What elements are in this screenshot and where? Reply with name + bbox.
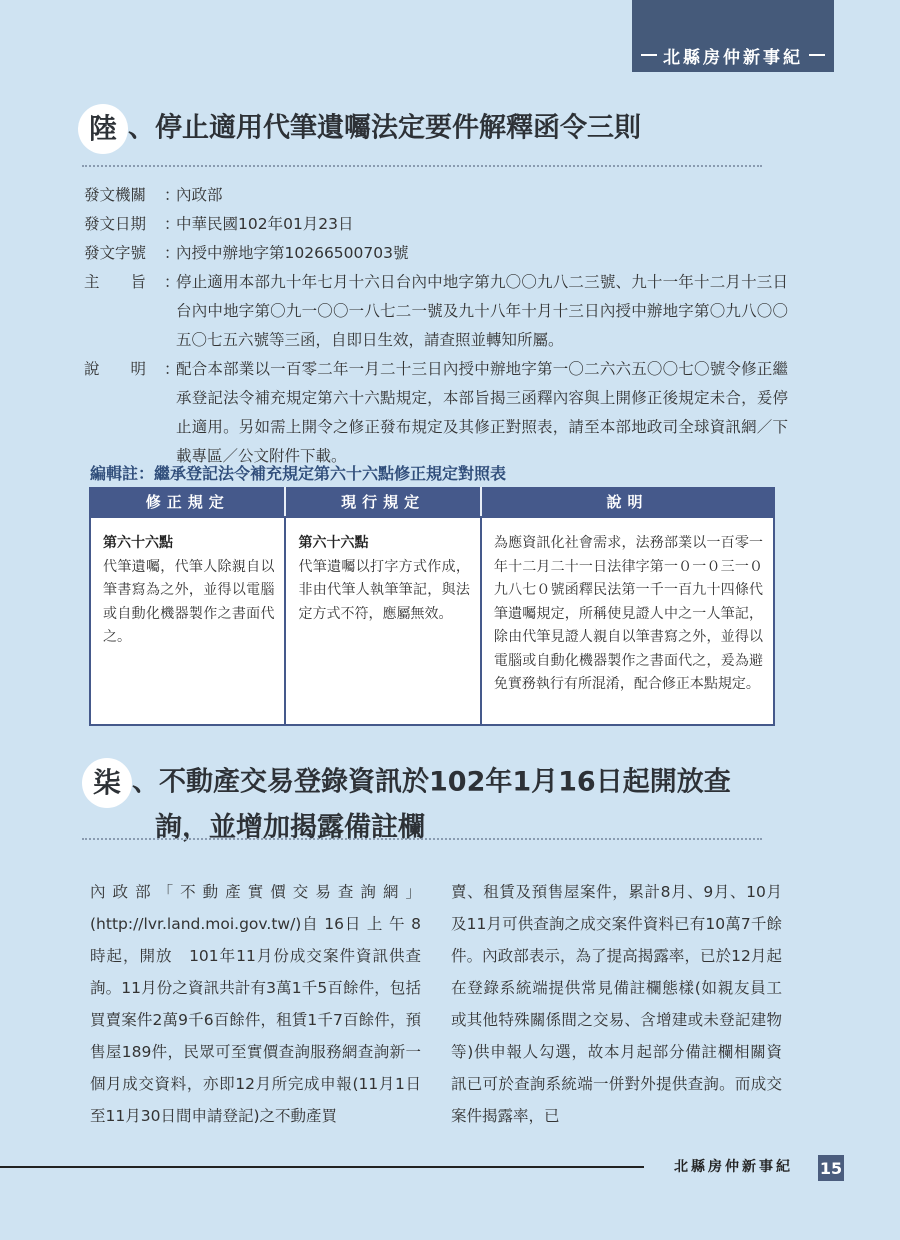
meta-label: 發文日期 xyxy=(84,215,147,233)
table-header-row xyxy=(90,488,774,517)
table-cell-current xyxy=(285,517,480,725)
section7-title-line2: 詢，並增加揭露備註欄 xyxy=(155,812,425,843)
table-cell-amended xyxy=(90,517,285,725)
document-meta xyxy=(84,181,788,471)
section7-title-line1: 、不動產交易登錄資訊於102年1月16日起開放查 xyxy=(132,766,731,798)
table-header-current: 現行規定 xyxy=(285,488,480,517)
cell-text: 為應資訊化社會需求，法務部業以一百零一年十二月二十一日法律字第一０一０三一０九八七０號函釋民法第一千一百九十四條代筆遺囑規定，所稱使見證人中之一人筆記，除由代筆見證人親自以筆書寫之外，並得以電腦或自動化機器製作之書面代之，爰為避免實務執行有所混淆，配合修正本點規定。 xyxy=(493,535,763,692)
footer-title: 北縣房仲新事紀 xyxy=(674,1159,793,1175)
header-title: 北縣房仲新事紀 xyxy=(663,47,803,68)
meta-row-number: 發文字號 ： 內授中辦地字第10266500703號 xyxy=(84,239,788,268)
table-cell-explanation xyxy=(481,517,774,725)
meta-row-issuer: 發文機關 ： 內政部 xyxy=(84,181,788,210)
page-number: 15 xyxy=(818,1155,844,1181)
meta-value: 內政部 xyxy=(176,186,223,204)
meta-value: 內授中辦地字第10266500703號 xyxy=(176,244,409,262)
table-header-explanation: 說明 xyxy=(481,488,774,517)
section7-badge: 柒 xyxy=(82,758,132,808)
comparison-table xyxy=(89,487,775,726)
explain-text: 配合本部業以一百零二年一月二十三日內授中辦地字第一〇二六六五〇〇七〇號令修正繼承登記法令補充規定第六十六點規定，本部旨揭三函釋內容與上開修正後規定未合，爰停止適用。另如需上開令之修正發布規定及其修正對照表，請至本部地政司全球資訊網／下載專區／公文附件下載。 xyxy=(176,360,788,465)
cell-text: 代筆遺囑以打字方式作成，非由代筆人執筆筆記，與法定方式不符，應屬無效。 xyxy=(298,558,470,622)
article-column-left xyxy=(90,876,421,1132)
editor-note-title: 編輯註：繼承登記法令補充規定第六十六點修正規定對照表 xyxy=(90,464,507,483)
meta-row-date: 發文日期 ： 中華民國102年01月23日 xyxy=(84,210,788,239)
header-dash-right xyxy=(809,54,825,56)
article-column-right xyxy=(451,876,782,1132)
meta-label: 發文字號 xyxy=(84,244,147,262)
article-paragraph: 賣、租賃及預售屋案件，累計8月、9月、10月及11月可供查詢之成交案件資料已有10萬7千餘件。內政部表示，為了提高揭露率，已於12月起在登錄系統端提供常見備註欄態樣(如親友員工或其他特殊關係間之交易、含增建或未登記建物等)供申報人勾選，故本月起部分備註欄相關資訊已可於查詢系統端一併對外提供查詢。而成交案件揭露率，已 xyxy=(451,883,782,1125)
table-header-amended: 修正規定 xyxy=(90,488,285,517)
section6-badge: 陸 xyxy=(78,104,128,154)
table-row xyxy=(90,517,774,725)
meta-row-explain: 說 明 ： 配合本部業以一百零二年一月二十三日內授中辦地字第一〇二六六五〇〇七〇號令修正繼承登記法令補充規定第六十六點規定，本部旨揭三函釋內容與上開修正後規定未合，爰停止適用。另如需上開令之修正發布規定及其修正對照表，請至本部地政司全球資訊網／下載專區／公文附件下載。 xyxy=(84,355,788,471)
header-dash-left xyxy=(641,54,657,56)
article-paragraph: 內政部「不動產實價交易查詢網」(http://lvr.land.moi.gov.tw/)自 16日 上 午 8時起，開放 101年11月份成交案件資訊供查詢。11月份之資訊共計有3萬1千5百餘件，包括買賣案件2萬9千6百餘件，租賃1千7百餘件，預售屋189件，民眾可至實價查詢服務網查詢新一個月成交資料，亦即12月所完成申報(11月1日至11月30日間申請登記)之不動產買 xyxy=(90,883,421,1125)
point-label: 第六十六點 xyxy=(298,535,369,551)
point-label: 第六十六點 xyxy=(103,535,173,551)
subject-text: 停止適用本部九十年七月十六日台內中地字第九〇〇九八二三號、九十一年十二月十三日台內中地字第〇九一〇〇一八七二一號及九十八年十月十三日內授中辦地字第〇九八〇〇五〇七五六號等三函，自即日生效，請查照並轉知所屬。 xyxy=(176,273,788,349)
section6-divider xyxy=(82,165,762,167)
footer-rule xyxy=(0,1166,644,1168)
meta-value: 中華民國102年01月23日 xyxy=(176,215,354,233)
subject-label: 主 旨 xyxy=(84,273,147,291)
explain-label: 說 明 xyxy=(84,360,147,378)
section7-divider xyxy=(82,838,762,840)
section6-title-text: 、停止適用代筆遺囑法定要件解釋函令三則 xyxy=(128,112,641,144)
header-tab xyxy=(632,0,834,72)
section6-title xyxy=(78,104,641,154)
meta-label: 發文機關 xyxy=(84,186,147,204)
cell-text: 代筆遺囑，代筆人除親自以筆書寫為之外，並得以電腦或自動化機器製作之書面代之。 xyxy=(103,558,275,645)
section7-title xyxy=(82,758,731,846)
meta-row-subject: 主 旨 ： 停止適用本部九十年七月十六日台內中地字第九〇〇九八二三號、九十一年十二月十三日台內中地字第〇九一〇〇一八七二一號及九十八年十月十三日內授中辦地字第〇九八〇〇五〇七五六號等三函，自即日生效，請查照並轉知所屬。 xyxy=(84,268,788,355)
